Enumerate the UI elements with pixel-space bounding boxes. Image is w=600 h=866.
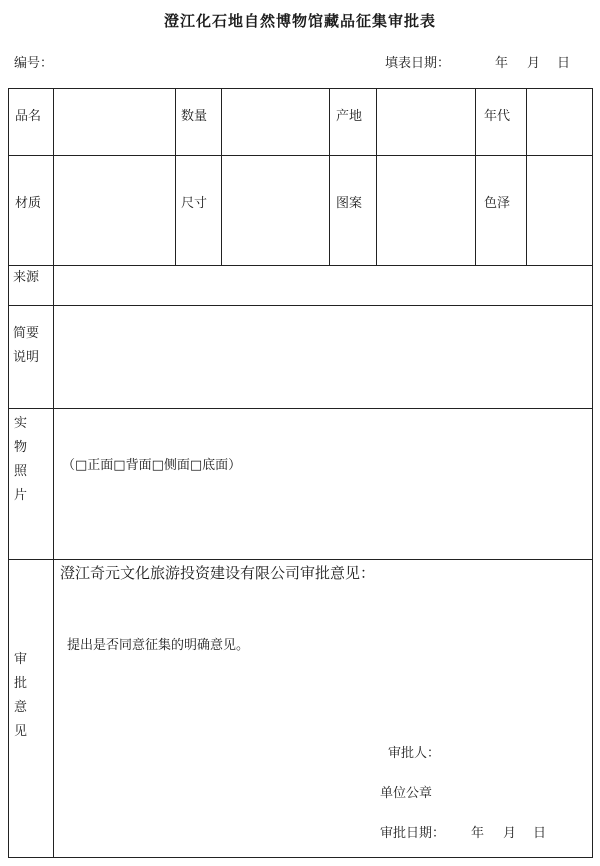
pattern-label: 图案 [336,196,363,211]
approval-date-day: 日 [533,826,547,841]
column-divider [329,88,330,265]
approval-label: 审批意见 [14,652,28,739]
row-divider [8,305,593,306]
fill-date-day: 日 [557,56,571,71]
column-divider [175,88,176,265]
quantity-label: 数量 [181,109,208,124]
row-divider [8,265,593,266]
company-approval-heading: 澄江奇元文化旅游投资建设有限公司审批意见： [60,564,376,582]
fill-date-month: 月 [527,56,541,71]
description-label: 简要说明 [13,326,40,365]
seal-label: 单位公章 [380,786,433,801]
approval-date-label: 审批日期： [380,826,446,841]
fill-date-label: 填表日期： [385,56,451,71]
column-divider [526,88,527,265]
approval-date-year: 年 [471,826,485,841]
approver-label: 审批人： [388,746,441,761]
approval-instruction: 提出是否同意征集的明确意见。 [67,638,250,653]
size-label: 尺寸 [181,196,208,211]
row-divider [8,559,593,560]
photo-options: （□正面□背面□侧面□底面） [62,458,242,473]
number-label: 编号： [14,56,54,71]
origin-label: 产地 [336,109,363,124]
column-divider [53,88,54,858]
column-divider [221,88,222,265]
approval-date-month: 月 [503,826,517,841]
name-label: 品名 [15,109,42,124]
column-divider [376,88,377,265]
era-label: 年代 [484,109,511,124]
photo-label: 实物照片 [14,416,28,503]
form-title: 澄江化石地自然博物馆藏品征集审批表 [163,12,436,30]
source-label: 来源 [13,270,40,285]
row-divider [8,155,593,156]
row-divider [8,408,593,409]
column-divider [475,88,476,265]
fill-date-year: 年 [495,56,509,71]
color-label: 色泽 [484,196,511,211]
material-label: 材质 [15,196,42,211]
